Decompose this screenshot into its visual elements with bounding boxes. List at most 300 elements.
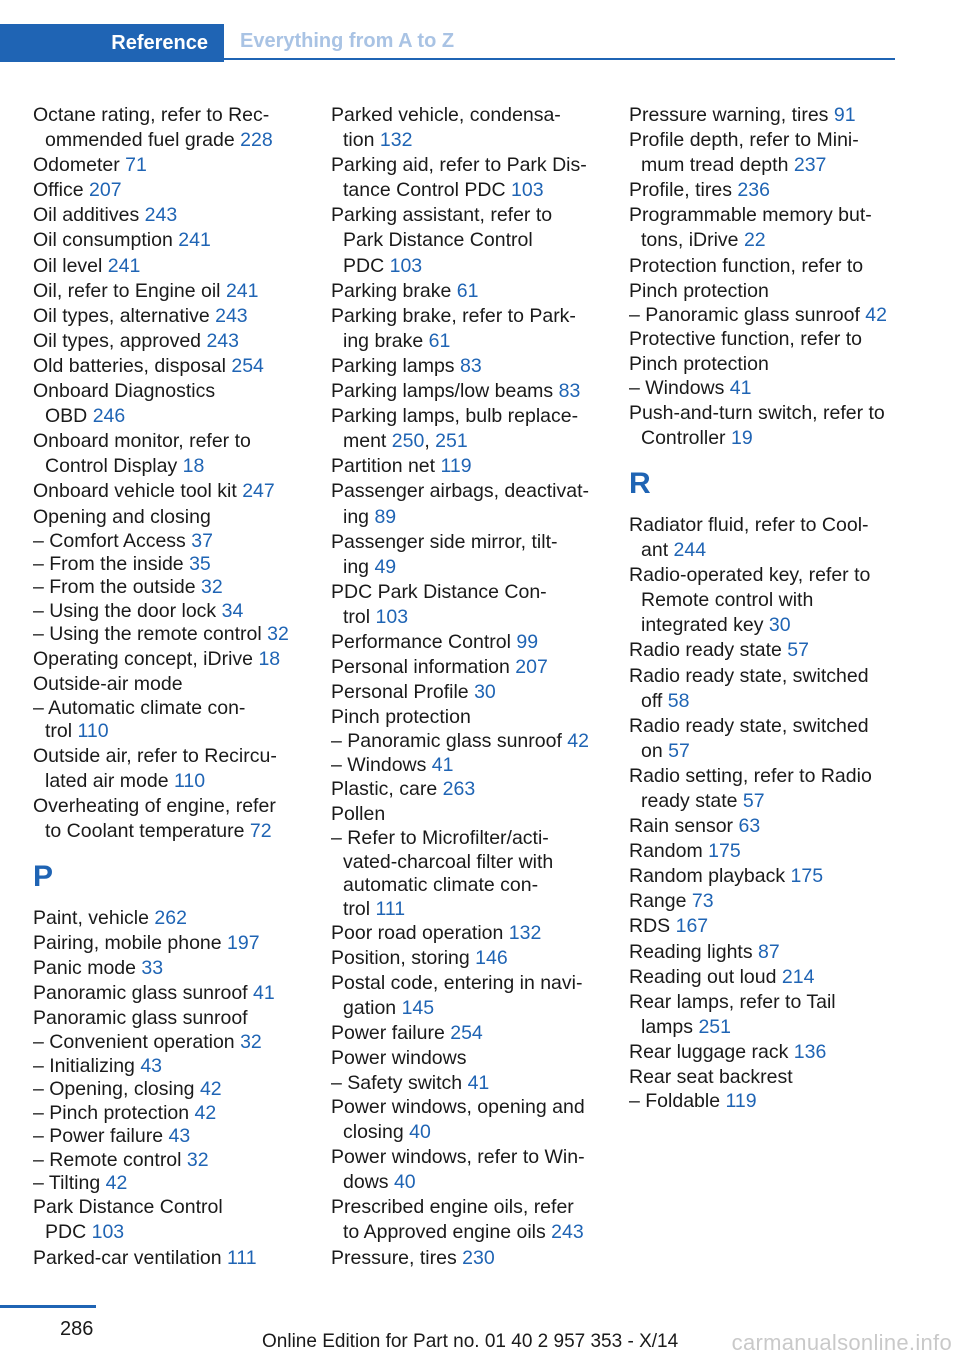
index-entry xyxy=(331,379,611,404)
entry-text: – Remote control xyxy=(33,1148,182,1171)
entry-text: Radio ready state, switched xyxy=(629,714,869,737)
entry-text: Pollen xyxy=(331,803,386,826)
index-entry xyxy=(629,638,919,663)
index-entry xyxy=(331,1021,611,1046)
page-reference-link[interactable]: 250 xyxy=(391,430,425,453)
page-reference-link[interactable]: 110 xyxy=(77,720,109,743)
index-letter-heading: P xyxy=(33,860,54,893)
entry-text: Parking lamps/low beams xyxy=(331,380,554,403)
index-entry xyxy=(629,1065,919,1090)
index-subentry xyxy=(331,827,611,921)
index-entry xyxy=(33,103,313,153)
entry-text: Parking brake, refer to Park- xyxy=(331,304,576,327)
entry-text: Oil consumption xyxy=(33,229,173,252)
entry-text: ommended fuel grade xyxy=(45,129,235,152)
index-entry xyxy=(331,630,611,655)
index-entry xyxy=(629,814,919,839)
page-reference-link[interactable]: 241 xyxy=(225,279,259,302)
page-reference-link[interactable]: 41 xyxy=(253,982,275,1005)
index-entry xyxy=(629,764,919,814)
edition-note: Online Edition for Part no. 01 40 2 957 353 - X/14 xyxy=(262,1331,679,1352)
page-reference-link[interactable]: 73 xyxy=(691,890,714,913)
page-reference-link[interactable]: 57 xyxy=(742,789,765,812)
page-reference-link[interactable]: 207 xyxy=(515,656,548,679)
entry-text: automatic climate con- xyxy=(343,874,539,897)
entry-text: Radio ready state xyxy=(629,639,782,662)
entry-text: integrated key xyxy=(641,614,764,637)
index-entry xyxy=(629,327,919,377)
page-reference-link[interactable]: 72 xyxy=(249,819,272,842)
entry-text: ment xyxy=(343,430,387,453)
page-reference-link[interactable]: 40 xyxy=(393,1171,416,1194)
entry-text: Prescribed engine oils, refer xyxy=(331,1196,574,1219)
page-reference-link[interactable]: 35 xyxy=(189,553,211,575)
page-reference-link[interactable]: 230 xyxy=(462,1246,495,1269)
entry-text: Outside-air mode xyxy=(33,672,183,695)
index-subentry xyxy=(33,1125,313,1148)
page-reference-link[interactable]: 243 xyxy=(206,329,239,352)
index-entry xyxy=(331,1095,611,1145)
page-reference-link[interactable]: 197 xyxy=(227,932,260,955)
index-entry xyxy=(33,153,313,178)
entry-text: Protection function, refer to xyxy=(629,254,864,277)
page-reference-link[interactable]: 83 xyxy=(459,354,482,377)
entry-text: ing xyxy=(343,555,370,578)
page-reference-link[interactable]: 111 xyxy=(227,1246,257,1269)
page-reference-link[interactable]: 241 xyxy=(107,254,141,277)
page-reference-link[interactable]: 251 xyxy=(698,1015,731,1038)
page-reference-link[interactable]: 57 xyxy=(668,739,690,762)
index-entry xyxy=(33,178,313,203)
page-reference-link[interactable]: 32 xyxy=(186,1148,209,1171)
entry-text: Rain sensor xyxy=(629,815,734,838)
index-entry xyxy=(629,714,919,764)
page-reference-link[interactable]: 244 xyxy=(673,539,707,562)
watermark: carmanualsonline.info xyxy=(731,1330,952,1355)
entry-text: Panoramic glass sunroof xyxy=(33,982,248,1005)
page-reference-link[interactable]: 243 xyxy=(215,304,248,327)
index-entry xyxy=(33,1246,313,1271)
entry-text: vated-charcoal filter with xyxy=(343,850,554,873)
entry-text: Rear seat backrest xyxy=(629,1066,793,1088)
index-subentry xyxy=(629,304,919,327)
page-reference-link[interactable]: 71 xyxy=(125,154,147,177)
entry-text: Outside air, refer to Recircu- xyxy=(33,744,277,767)
page-reference-link[interactable]: 167 xyxy=(675,915,709,938)
page-reference-link[interactable]: 58 xyxy=(667,689,690,712)
entry-text: Random xyxy=(629,840,703,863)
index-entry xyxy=(629,1040,919,1065)
entry-text: Panic mode xyxy=(33,957,136,980)
page-reference-link[interactable]: 207 xyxy=(89,179,122,202)
page-reference-link[interactable]: 18 xyxy=(182,455,205,478)
entry-text: Profile, tires xyxy=(629,179,732,202)
entry-text: – Convenient operation xyxy=(33,1031,235,1054)
index-entry xyxy=(629,839,919,864)
page-reference-link[interactable]: 237 xyxy=(793,154,827,177)
page-reference-link[interactable]: 89 xyxy=(374,505,397,528)
entry-text: – Initializing xyxy=(33,1054,135,1077)
entry-text: Remote control with xyxy=(641,589,814,612)
index-entry xyxy=(33,354,313,379)
page-reference-link[interactable]: 34 xyxy=(221,599,244,622)
page-reference-link[interactable]: 40 xyxy=(409,1121,431,1144)
page-reference-link[interactable]: 42 xyxy=(194,1101,217,1124)
index-entry xyxy=(33,228,313,253)
entry-text: – Windows xyxy=(331,753,427,776)
index-entry xyxy=(33,254,313,279)
entry-text: Profile depth, refer to Mini- xyxy=(629,129,859,152)
page-reference-link[interactable]: 254 xyxy=(450,1022,483,1045)
entry-text: Performance Control xyxy=(331,630,511,653)
entry-text: Panoramic glass sunroof xyxy=(33,1007,248,1030)
index-subentry xyxy=(331,754,611,777)
index-subentry xyxy=(33,553,313,576)
entry-text: – Panoramic glass sunroof xyxy=(629,303,860,326)
entry-text: Office xyxy=(33,179,84,202)
entry-text: Oil, refer to Engine oil xyxy=(33,279,221,302)
page-reference-link[interactable]: 61 xyxy=(456,279,479,302)
page-reference-link[interactable]: 146 xyxy=(475,947,508,970)
entry-text: Oil types, approved xyxy=(33,329,202,352)
page-reference-link[interactable]: 42 xyxy=(105,1171,128,1194)
index-entry xyxy=(331,203,611,278)
entry-text: – Automatic climate con- xyxy=(33,696,246,719)
entry-text: Power failure xyxy=(331,1022,445,1045)
entry-text: Oil additives xyxy=(33,204,140,227)
index-entry xyxy=(331,946,611,971)
entry-text: Random playback xyxy=(629,865,786,888)
entry-text: Onboard vehicle tool kit xyxy=(33,480,237,503)
page-reference-link[interactable]: 41 xyxy=(467,1071,490,1094)
index-subentry xyxy=(629,1090,919,1113)
entry-text: Radio ready state, switched xyxy=(629,664,869,687)
index-entry xyxy=(629,178,919,203)
page-reference-link[interactable]: 37 xyxy=(191,529,213,552)
index-entry xyxy=(33,379,313,429)
entry-text: Radio setting, refer to Radio xyxy=(629,764,872,787)
page-reference-link[interactable]: 119 xyxy=(725,1090,757,1113)
entry-text: lamps xyxy=(641,1015,694,1038)
entry-text: Pressure warning, tires xyxy=(629,104,829,126)
entry-text: – Panoramic glass sunroof xyxy=(331,730,562,753)
page-reference-link[interactable]: 91 xyxy=(833,104,856,126)
entry-text: lated air mode xyxy=(45,769,169,792)
index-entry xyxy=(331,1195,611,1245)
index-subentry xyxy=(33,1031,313,1054)
index-entry xyxy=(629,864,919,889)
entry-text: Personal information xyxy=(331,656,510,679)
page-reference-link[interactable]: 246 xyxy=(92,405,126,428)
page-reference-link[interactable]: 49 xyxy=(374,555,397,578)
index-entry xyxy=(331,921,611,946)
entry-text: tion xyxy=(343,129,375,152)
entry-text: – Safety switch xyxy=(331,1071,463,1094)
entry-text: Parked-car ventilation xyxy=(33,1246,222,1269)
entry-text: Oil level xyxy=(33,254,103,277)
entry-text: Opening and closing xyxy=(33,505,211,528)
entry-text: Pinch protection xyxy=(331,706,471,729)
index-subentry xyxy=(33,530,313,553)
index-entry xyxy=(629,203,919,253)
index-entry xyxy=(629,513,919,563)
page-reference-link[interactable]: 41 xyxy=(729,377,752,400)
entry-text: – Foldable xyxy=(629,1090,721,1113)
page-reference-link[interactable]: 32 xyxy=(240,1031,262,1054)
entry-text: Programmable memory but- xyxy=(629,204,872,227)
index-entry xyxy=(331,103,611,153)
entry-text: closing xyxy=(343,1121,404,1144)
section-tab-a-to-z[interactable]: Everything from A to Z xyxy=(224,24,895,60)
page-reference-link[interactable]: 263 xyxy=(442,778,476,801)
section-tab-reference[interactable]: Reference xyxy=(0,24,224,62)
entry-text: Onboard monitor, refer to xyxy=(33,430,251,453)
entry-text: Park Distance Control xyxy=(343,229,533,252)
index-entry xyxy=(629,990,919,1040)
page-reference-link[interactable]: 99 xyxy=(516,630,539,653)
index-entry xyxy=(331,354,611,379)
index-column-3 xyxy=(629,103,919,1114)
index-entry xyxy=(33,956,313,981)
index-entry xyxy=(331,971,611,1021)
page-reference-link[interactable]: 119 xyxy=(440,455,472,478)
entry-text: trol xyxy=(45,720,73,743)
entry-text: Rear lamps, refer to Tail xyxy=(629,990,836,1013)
index-subentry xyxy=(33,1078,313,1101)
entry-text: trol xyxy=(343,897,371,920)
entry-text: Parked vehicle, condensa- xyxy=(331,104,561,126)
entry-text: – Tilting xyxy=(33,1171,101,1194)
index-column-2 xyxy=(331,103,611,1271)
page-reference-link[interactable]: 30 xyxy=(768,614,791,637)
index-entry xyxy=(33,931,313,956)
entry-text: off xyxy=(641,689,663,712)
entry-text: Poor road operation xyxy=(331,921,504,944)
page-reference-link[interactable]: 57 xyxy=(787,639,809,662)
index-column-1 xyxy=(33,103,313,1271)
entry-text: Oil types, alternative xyxy=(33,304,210,327)
page-reference-link[interactable]: 30 xyxy=(474,681,496,704)
entry-text: Personal Profile xyxy=(331,681,469,704)
index-entry xyxy=(33,203,313,228)
entry-text: Control Display xyxy=(45,455,178,478)
entry-text: Passenger side mirror, tilt- xyxy=(331,530,558,553)
entry-text: – Using the remote control xyxy=(33,623,262,646)
entry-text: PDC xyxy=(45,1221,87,1244)
page-reference-link[interactable]: 175 xyxy=(708,840,741,863)
page-number: 286 xyxy=(60,1318,94,1340)
entry-text: Power windows, opening and xyxy=(331,1095,585,1118)
page-reference-link[interactable]: 262 xyxy=(154,907,187,929)
entry-text: Odometer xyxy=(33,154,120,177)
page-reference-link[interactable]: 43 xyxy=(168,1125,191,1148)
entry-text: PDC xyxy=(343,254,385,277)
index-entry xyxy=(331,479,611,529)
page-reference-link[interactable]: 42 xyxy=(865,303,887,326)
page-reference-link[interactable]: 103 xyxy=(91,1221,125,1244)
index-subentry xyxy=(331,1072,611,1095)
index-entry xyxy=(629,401,919,451)
index-subentry xyxy=(33,623,313,646)
index-entry xyxy=(629,103,919,128)
entry-text: Paint, vehicle xyxy=(33,907,149,929)
page-reference-link[interactable]: 145 xyxy=(401,997,435,1020)
entry-text: Octane rating, refer to Rec- xyxy=(33,104,270,126)
page-reference-link[interactable]: 42 xyxy=(567,730,589,753)
index-entry xyxy=(629,664,919,714)
page-reference-link[interactable]: 243 xyxy=(551,1221,584,1244)
entry-text: – Using the door lock xyxy=(33,599,217,622)
page-reference-link[interactable]: 83 xyxy=(558,380,581,403)
index-entry xyxy=(33,304,313,329)
page-reference-link[interactable]: 228 xyxy=(240,129,273,152)
page-reference-link[interactable]: 175 xyxy=(790,865,824,888)
index-entry xyxy=(629,128,919,178)
index-entry xyxy=(331,279,611,304)
page-reference-link[interactable]: 103 xyxy=(389,254,423,277)
index-entry xyxy=(331,580,611,630)
index-entry xyxy=(629,563,919,638)
entry-text: Radiator fluid, refer to Cool- xyxy=(629,513,869,536)
index-entry xyxy=(33,794,313,844)
index-entry xyxy=(33,329,313,354)
page-reference-link[interactable]: 42 xyxy=(199,1078,222,1101)
index-entry xyxy=(629,940,919,965)
entry-text: Range xyxy=(629,890,687,913)
index-entry xyxy=(33,429,313,479)
entry-text: Pairing, mobile phone xyxy=(33,932,222,955)
index-entry xyxy=(629,914,919,939)
page-reference-link[interactable]: 247 xyxy=(242,480,275,503)
index-subentry xyxy=(33,1055,313,1078)
entry-text: Operating concept, iDrive xyxy=(33,647,254,670)
index-entry xyxy=(331,802,611,827)
page-reference-link[interactable]: 241 xyxy=(178,229,211,252)
index-entry xyxy=(33,981,313,1006)
page-reference-link[interactable]: 214 xyxy=(781,965,815,988)
page-reference-link[interactable]: 87 xyxy=(758,940,780,963)
index-entry xyxy=(331,454,611,479)
entry-text: PDC Park Distance Con- xyxy=(331,580,547,603)
entry-text: Pressure, tires xyxy=(331,1246,457,1269)
index-subentry xyxy=(33,1149,313,1172)
index-entry xyxy=(331,1145,611,1195)
index-entry xyxy=(33,279,313,304)
entry-text: Postal code, entering in navi- xyxy=(331,972,583,995)
page-reference-link[interactable]: 18 xyxy=(258,647,281,670)
page-reference-link[interactable]: 136 xyxy=(793,1040,827,1063)
entry-text: Overheating of engine, refer xyxy=(33,794,276,817)
index-entry xyxy=(331,153,611,203)
page-reference-link[interactable]: 103 xyxy=(375,605,409,628)
index-entry xyxy=(331,304,611,354)
index-entry xyxy=(629,965,919,990)
entry-text: Pinch protection xyxy=(629,353,769,376)
index-entry xyxy=(33,672,313,697)
index-entry xyxy=(629,889,919,914)
entry-text: Partition net xyxy=(331,455,436,478)
page-header xyxy=(0,24,895,62)
entry-text: – Opening, closing xyxy=(33,1078,195,1101)
entry-text: RDS xyxy=(629,915,671,938)
page-reference-link[interactable]: 61 xyxy=(428,329,451,352)
index-entry xyxy=(33,744,313,794)
entry-text: Power windows, refer to Win- xyxy=(331,1146,585,1169)
entry-text: – Power failure xyxy=(33,1125,164,1148)
page-reference-link[interactable]: 63 xyxy=(738,815,761,838)
index-subentry xyxy=(33,600,313,623)
page-reference-link[interactable]: 19 xyxy=(730,426,753,449)
index-subentry xyxy=(331,730,611,753)
index-entry xyxy=(331,705,611,730)
page-reference-link[interactable]: 111 xyxy=(375,897,406,920)
entry-text: tance Control PDC xyxy=(343,179,506,202)
page-reference-link[interactable]: 236 xyxy=(737,179,770,202)
entry-text: ing xyxy=(343,505,370,528)
entry-text: trol xyxy=(343,605,371,628)
entry-text: Radio-operated key, refer to xyxy=(629,564,871,587)
page-reference-link[interactable]: 110 xyxy=(174,769,206,792)
entry-text: – From the outside xyxy=(33,576,196,599)
footer-rule xyxy=(0,1305,96,1308)
entry-text: to Approved engine oils xyxy=(343,1221,546,1244)
entry-text: ing brake xyxy=(343,329,424,352)
entry-text: Passenger airbags, deactivat- xyxy=(331,480,589,503)
index-entry xyxy=(331,777,611,802)
page-reference-link[interactable]: 32 xyxy=(267,623,289,646)
entry-text: – Refer to Microfilter/acti- xyxy=(331,827,549,850)
entry-text: dows xyxy=(343,1171,389,1194)
page-reference-link[interactable]: 243 xyxy=(144,204,178,227)
entry-text: Power windows xyxy=(331,1047,467,1070)
entry-text: ready state xyxy=(641,789,738,812)
index-subentry xyxy=(33,576,313,599)
page-reference-link[interactable]: 41 xyxy=(431,753,454,776)
page-reference-link[interactable]: 251 xyxy=(435,430,468,453)
entry-text: Parking assistant, refer to xyxy=(331,204,553,227)
entry-text: gation xyxy=(343,997,397,1020)
page-reference-link[interactable]: 132 xyxy=(379,129,413,152)
index-entry xyxy=(33,1195,313,1245)
page-reference-link[interactable]: 33 xyxy=(141,957,164,980)
entry-text: – Comfort Access xyxy=(33,529,186,552)
entry-text: OBD xyxy=(45,405,88,428)
entry-text: tons, iDrive xyxy=(641,229,739,252)
entry-text: Parking lamps, bulb replace- xyxy=(331,405,579,428)
entry-text: Parking brake xyxy=(331,279,452,302)
entry-text: Rear luggage rack xyxy=(629,1040,789,1063)
entry-text: on xyxy=(641,739,663,762)
index-entry xyxy=(331,655,611,680)
entry-text: Position, storing xyxy=(331,947,470,970)
entry-text: – Windows xyxy=(629,377,725,400)
page-reference-link[interactable]: 43 xyxy=(140,1054,163,1077)
index-entry xyxy=(33,647,313,672)
index-entry xyxy=(33,505,313,530)
entry-text: Onboard Diagnostics xyxy=(33,380,216,403)
page-reference-link[interactable]: 254 xyxy=(231,354,264,377)
entry-text: Pinch protection xyxy=(629,279,769,302)
index-entry: Parking lamps, bulb replace- ment 250, 251 xyxy=(331,405,579,453)
page-reference-link[interactable]: 132 xyxy=(508,921,542,944)
page-reference-link[interactable]: 103 xyxy=(511,179,544,202)
index-subentry xyxy=(33,697,313,744)
entry-text: Parking lamps xyxy=(331,354,455,377)
page-reference-link[interactable]: 22 xyxy=(743,229,766,252)
index-entry xyxy=(331,1046,611,1071)
index-entry xyxy=(33,906,313,931)
page-reference-link[interactable]: 32 xyxy=(201,576,223,599)
